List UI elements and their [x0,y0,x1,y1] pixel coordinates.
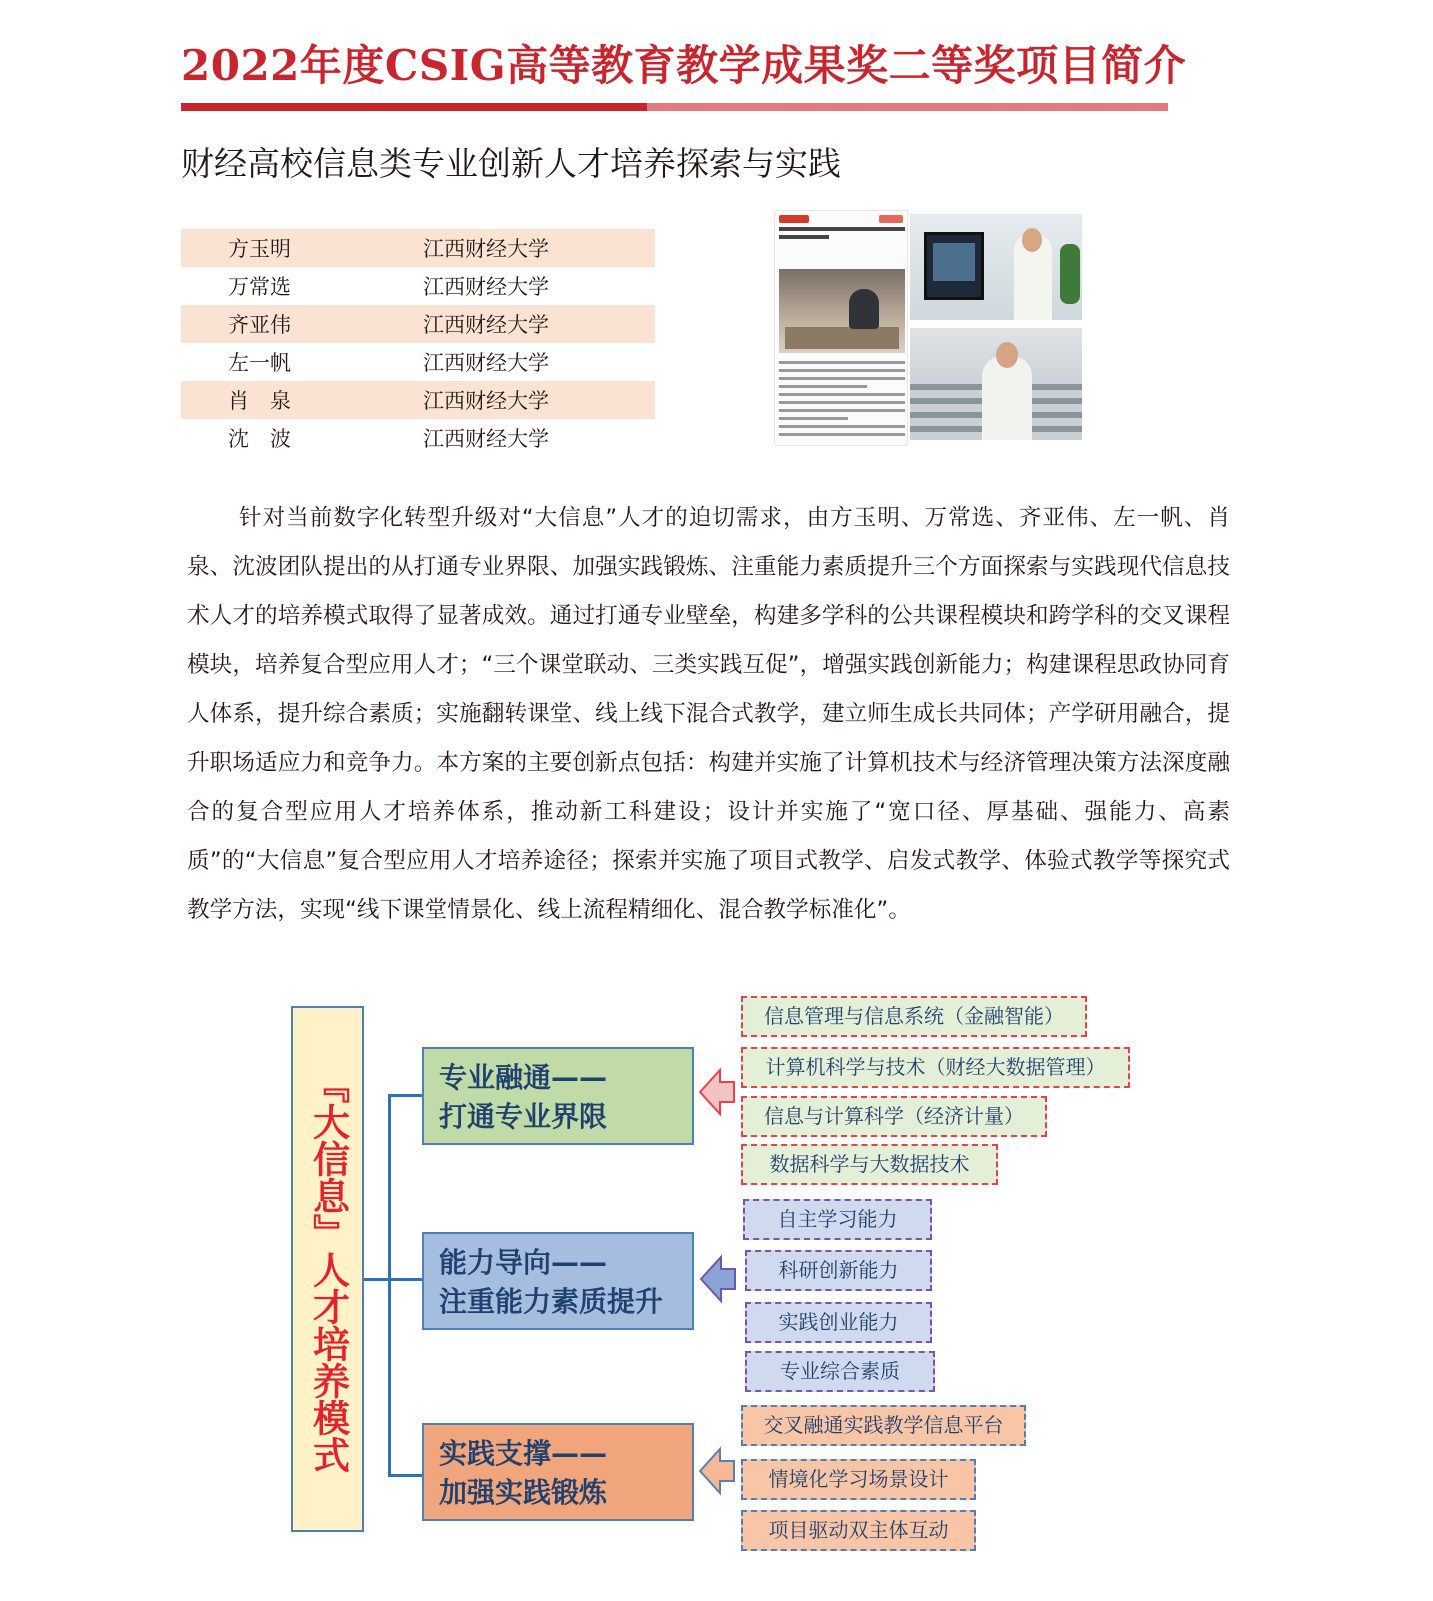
member-row [181,229,655,267]
leaf-computer-science: 计算机科学与技术（财经大数据管理） [741,1047,1130,1088]
branch-line2: 打通专业界限 [439,1100,608,1133]
title-rule-dark [181,103,647,111]
photo-presenter-screen [910,214,1082,320]
connector-branch-3 [388,1474,423,1477]
connector-branch-1 [388,1094,423,1097]
leaf-data-science: 数据科学与大数据技术 [741,1144,998,1185]
leaf-scenario-design: 情境化学习场景设计 [741,1459,976,1500]
member-org: 江西财经大学 [423,275,549,299]
member-name: 齐亚伟 [228,313,291,337]
project-title: 财经高校信息类专业创新人才培养探索与实践 [181,144,841,183]
page-title: 2022年度CSIG高等教育教学成果奖二等奖项目简介 [181,41,1187,90]
intro-paragraph: 针对当前数字化转型升级对“大信息”人才的迫切需求，由方玉明、万常选、齐亚伟、左一帆、肖泉、沈波团队提出的从打通专业界限、加强实践锻炼、注重能力素质提升三个方面探索与实践现代信息技术人才的培养模式取得了显著成效。通过打通专业壁垒，构建多学科的公共课程模块和跨学科的交叉课程模块，培养复合型应用人才；“三个课堂联动、三类实践互促”，增强实践创新能力；构建课程思政协同育人体系，提升综合素质；实施翻转课堂、线上线下混合式教学，建立师生成长共同体；产学研用融合，提升职场适应力和竞争力。本方案的主要创新点包括：构建并实施了计算机技术与经济管理决策方法深度融合的复合型应用人才培养体系，推动新工科建设；设计并实施了“宽口径、厚基础、强能力、高素质”的“大信息”复合型应用人才培养途径；探索并实施了项目式教学、启发式教学、体验式教学等探究式教学方法，实现“线下课堂情景化、线上流程精细化、混合教学标准化”。 [187,505,1230,923]
member-table [181,229,655,457]
news-text-lines [779,361,905,441]
member-name: 方玉明 [228,237,291,261]
news-article-screenshot [774,210,908,446]
leaf-self-learning: 自主学习能力 [743,1199,932,1240]
member-org: 江西财经大学 [423,427,549,451]
branch-line1: 专业融通—— [439,1061,608,1094]
photo-computer-lab [910,328,1082,440]
branch-line2: 注重能力素质提升 [439,1285,664,1318]
arrow-left-icon [699,1253,737,1305]
news-photo-office [779,269,905,353]
diagram-root: 『大信息』人才培养模式 [291,1006,364,1532]
member-name: 沈 波 [228,427,291,451]
news-app-tag [879,215,903,223]
member-row [181,381,655,419]
arrow-left-icon [698,1445,736,1497]
leaf-practice-platform: 交叉融通实践教学信息平台 [741,1405,1026,1446]
title-rule-light [647,103,1168,111]
branch-practice-support [422,1423,694,1521]
leaf-professional-quality: 专业综合素质 [745,1351,935,1392]
member-row [181,343,655,381]
member-row [181,305,655,343]
member-org: 江西财经大学 [423,237,549,261]
branch-line1: 实践支撑—— [439,1437,608,1470]
news-logo [779,215,809,223]
branch-line1: 能力导向—— [439,1246,608,1279]
member-row [181,267,655,305]
news-headline-lines [779,227,905,247]
leaf-info-management: 信息管理与信息系统（金融智能） [741,996,1087,1037]
member-org: 江西财经大学 [423,389,549,413]
branch-line2: 加强实践锻炼 [439,1476,608,1509]
member-org: 江西财经大学 [423,351,549,375]
arrow-left-icon [698,1066,736,1118]
member-name: 左一帆 [228,351,291,375]
member-org: 江西财经大学 [423,313,549,337]
leaf-project-driven: 项目驱动双主体互动 [741,1510,976,1551]
connector-branch-2 [388,1278,423,1281]
leaf-research-innovation: 科研创新能力 [745,1250,932,1291]
member-name: 肖 泉 [228,389,291,413]
member-row [181,419,655,457]
leaf-practice-entrepreneurship: 实践创业能力 [745,1302,932,1343]
branch-specialty-integration [422,1047,694,1145]
news-photo-collage [774,210,1082,446]
branch-ability-oriented [422,1232,694,1330]
member-name: 万常选 [228,275,291,299]
connector-root [364,1278,390,1281]
connector-trunk [388,1094,391,1476]
leaf-info-computing: 信息与计算科学（经济计量） [741,1096,1047,1137]
